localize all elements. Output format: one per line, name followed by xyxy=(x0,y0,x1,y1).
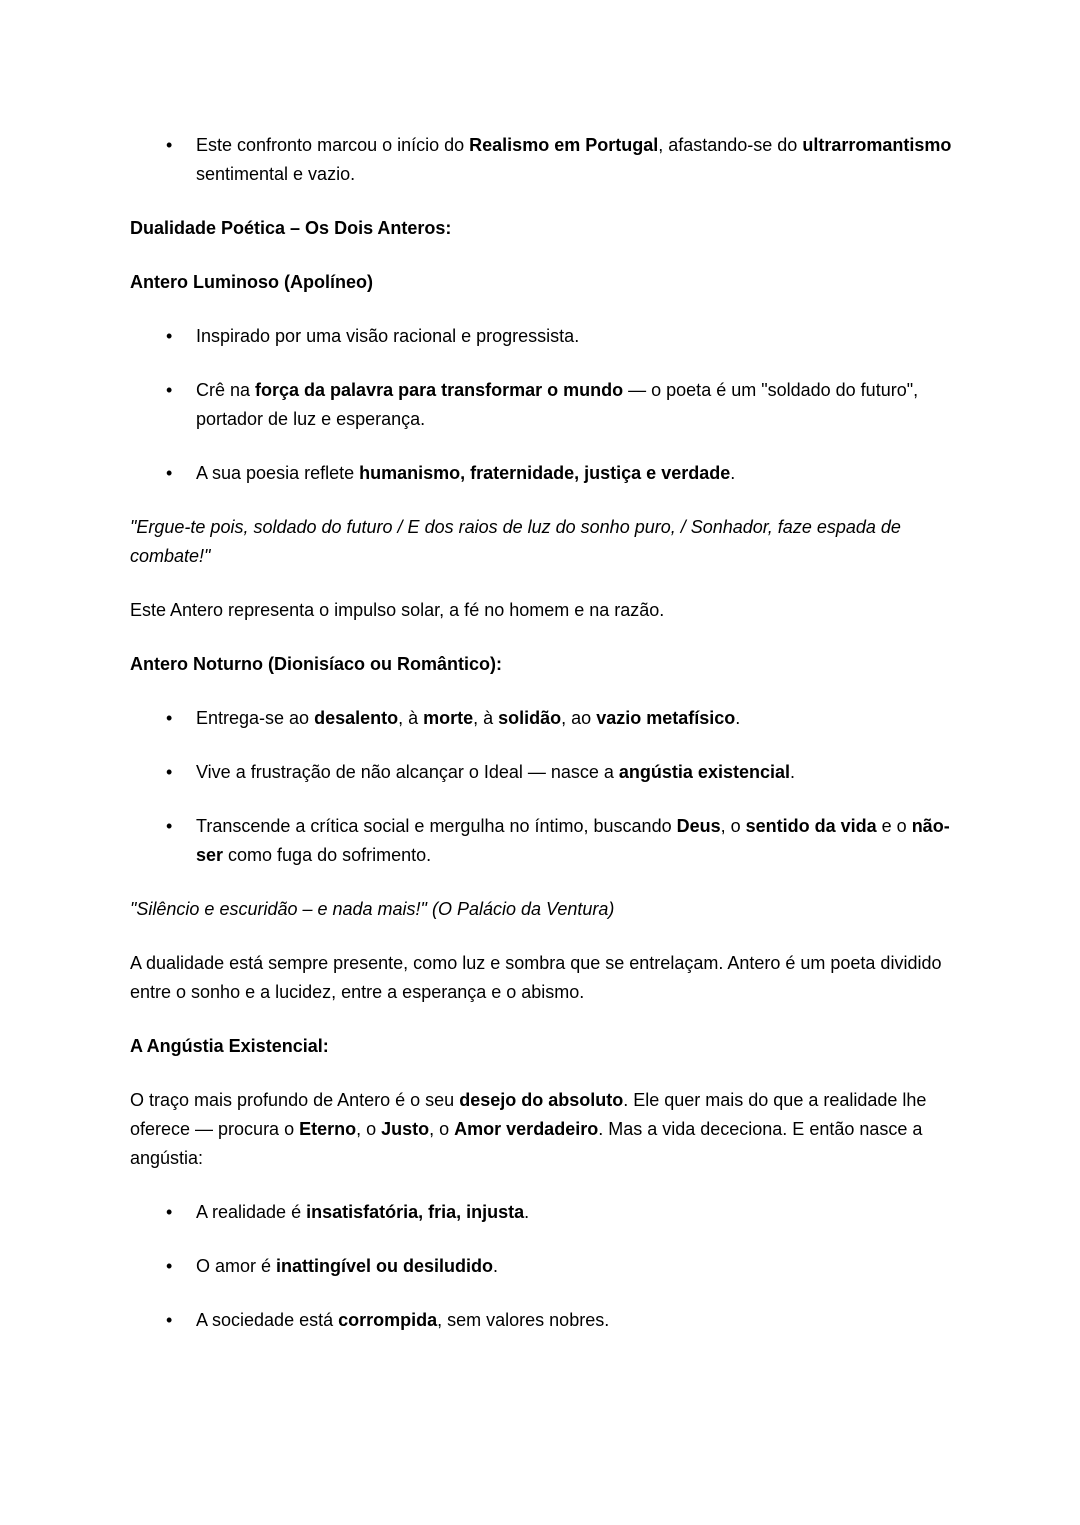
section-heading xyxy=(130,268,958,297)
text-run: Dualidade Poética – Os Dois Anteros: xyxy=(130,218,452,238)
text-run: Crê na xyxy=(196,380,256,400)
text-run: sentido da vida xyxy=(745,816,877,836)
text-run: sentimental e vazio. xyxy=(196,164,356,184)
text-run: , ao xyxy=(561,708,597,728)
text-run: . Mas a vida dececiona. E então nasce a angústia: xyxy=(130,1119,923,1168)
text-run: Vive a frustração de não alcançar o Ideal — nasce a xyxy=(196,762,619,782)
bullet-item xyxy=(130,812,958,870)
bullet-text xyxy=(196,1256,498,1276)
bullet-marker-icon: • xyxy=(166,762,173,782)
text-run: , sem valores nobres. xyxy=(437,1310,610,1330)
text-run: , à xyxy=(398,708,424,728)
text-run: Este Antero representa o impulso solar, a fé no homem e na razão. xyxy=(130,600,665,620)
bullet-marker-icon: • xyxy=(166,816,173,836)
bullet-item xyxy=(130,459,958,488)
bullet-text xyxy=(196,135,951,184)
text-run: O amor é xyxy=(196,1256,277,1276)
text-run: e o xyxy=(876,816,912,836)
text-run: A dualidade está sempre presente, como luz e sombra que se entrelaçam. Antero é um poeta dividido entre o sonho e a lucidez, entre a esperança e o abismo. xyxy=(130,953,942,1002)
paragraph xyxy=(130,949,958,1007)
bullet-marker-icon: • xyxy=(166,326,173,346)
text-run: Justo xyxy=(381,1119,430,1139)
text-run: A sociedade está xyxy=(196,1310,339,1330)
bullet-text xyxy=(196,1310,609,1330)
text-run: ultrarromantismo xyxy=(802,135,952,155)
bullet-text xyxy=(196,463,735,483)
bullet-marker-icon: • xyxy=(166,1310,173,1330)
text-run: — o poeta é um "soldado do futuro", portador de luz e esperança. xyxy=(196,380,919,429)
bullet-item xyxy=(130,131,958,189)
text-run: Antero Noturno (Dionisíaco ou Romântico): xyxy=(130,654,502,674)
text-run: , à xyxy=(473,708,499,728)
text-run: , o xyxy=(720,816,746,836)
text-run: corrompida xyxy=(338,1310,438,1330)
text-run: desalento xyxy=(314,708,399,728)
text-run: O traço mais profundo de Antero é o seu xyxy=(130,1090,460,1110)
text-run: Realismo em Portugal xyxy=(469,135,659,155)
text-run: não-ser xyxy=(196,816,950,865)
bullet-text xyxy=(196,762,795,782)
text-run: força da palavra para transformar o mundo xyxy=(255,380,624,400)
bullet-item xyxy=(130,1252,958,1281)
text-run: , afastando-se do xyxy=(658,135,803,155)
text-run: "Ergue-te pois, soldado do futuro / E dos raios de luz do sonho puro, / Sonhador, faze espada de combate!" xyxy=(130,517,901,566)
bullet-item xyxy=(130,376,958,434)
text-run: A Angústia Existencial: xyxy=(130,1036,329,1056)
bullet-text xyxy=(196,326,579,346)
text-run: Este confronto marcou o início do xyxy=(196,135,470,155)
text-run: Antero Luminoso (Apolíneo) xyxy=(130,272,373,292)
text-run: inattingível ou desiludido xyxy=(276,1256,494,1276)
text-run: Inspirado por uma visão racional e progressista. xyxy=(196,326,580,346)
text-run: "Silêncio e escuridão – e nada mais!" (O Palácio da Ventura) xyxy=(130,899,615,919)
text-run: vazio metafísico xyxy=(596,708,736,728)
text-run: . Ele quer mais do que a realidade lhe oferece — procura o xyxy=(130,1090,927,1139)
bullet-text xyxy=(196,708,740,728)
bullet-item xyxy=(130,322,958,351)
bullet-item xyxy=(130,758,958,787)
text-run: . xyxy=(730,463,736,483)
text-run: . xyxy=(524,1202,530,1222)
bullet-text xyxy=(196,380,918,429)
paragraph xyxy=(130,596,958,625)
text-run: insatisfatória, fria, injusta xyxy=(306,1202,525,1222)
text-run: Deus xyxy=(676,816,721,836)
text-run: , o xyxy=(356,1119,382,1139)
text-run: . xyxy=(735,708,741,728)
section-heading xyxy=(130,650,958,679)
bullet-marker-icon: • xyxy=(166,380,173,400)
text-run: como fuga do sofrimento. xyxy=(223,845,432,865)
bullet-text xyxy=(196,1202,529,1222)
text-run: . xyxy=(790,762,796,782)
text-run: Entrega-se ao xyxy=(196,708,315,728)
text-run: Transcende a crítica social e mergulha no íntimo, buscando xyxy=(196,816,677,836)
text-run: desejo do absoluto xyxy=(459,1090,624,1110)
bullet-marker-icon: • xyxy=(166,708,173,728)
quote-line xyxy=(130,895,958,924)
text-run: Amor verdadeiro xyxy=(454,1119,599,1139)
bullet-marker-icon: • xyxy=(166,135,173,155)
bullet-marker-icon: • xyxy=(166,1256,173,1276)
bullet-item xyxy=(130,1198,958,1227)
text-run: morte xyxy=(423,708,474,728)
bullet-marker-icon: • xyxy=(166,463,173,483)
quote-line xyxy=(130,513,958,571)
section-heading xyxy=(130,214,958,243)
text-run: . xyxy=(493,1256,499,1276)
bullet-item xyxy=(130,1306,958,1335)
bullet-text xyxy=(196,816,950,865)
bullet-marker-icon: • xyxy=(166,1202,173,1222)
text-run: humanismo, fraternidade, justiça e verdade xyxy=(359,463,731,483)
text-run: , o xyxy=(429,1119,455,1139)
text-run: A sua poesia reflete xyxy=(196,463,360,483)
section-heading xyxy=(130,1032,958,1061)
paragraph xyxy=(130,1086,958,1173)
text-run: solidão xyxy=(498,708,562,728)
bullet-item xyxy=(130,704,958,733)
text-run: angústia existencial xyxy=(618,762,790,782)
text-run: A realidade é xyxy=(196,1202,307,1222)
text-run: Eterno xyxy=(299,1119,357,1139)
